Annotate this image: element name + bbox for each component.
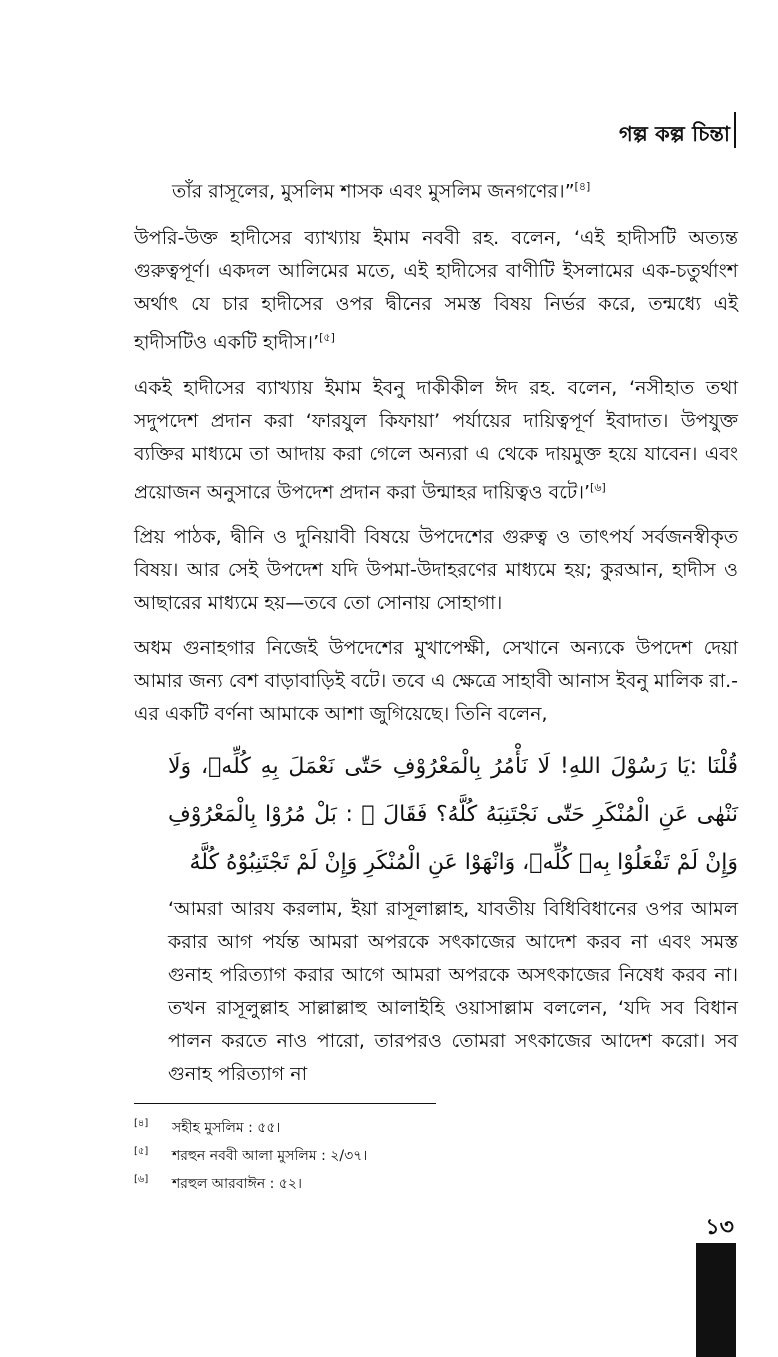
arabic-hadith: قُلْنَا :يَا رَسُوْلَ اللهِ! لَا نَأْمُرُ بِالْمَعْرُوْفِ حَتّٰى نَعْمَلَ بِهِ كُلِّهٖ، وَلَا نَنْهٰى عَنِ الْمُنْكَرِ حَتّٰى نَجْتَنِبَهُ كُلَّهُ؟ فَقَالَ ﷺ : بَلْ مُرُوْا بِالْمَعْرُوْفِ وَإِنْ لَمْ تَفْعَلُوْا بِهٖ كُلِّهٖ، وَانْهَوْا عَنِ الْمُنْكَرِ وَإِنْ لَمْ تَجْتَنِبُوْهُ كُلَّهُ <box>168 753 738 875</box>
paragraph-1-text: তাঁর রাসূলের, মুসলিম শাসক এবং মুসলিম জনগণের।” <box>172 180 575 203</box>
footnote-6 <box>134 1170 367 1198</box>
footnote-text: শরহুন নববী আলা মুসলিম : ২/৩৭। <box>172 1148 368 1164</box>
page-edge-tab <box>696 1243 736 1357</box>
footnote-number: [৪] <box>134 1118 149 1129</box>
footnote-number: [৬] <box>134 1174 149 1185</box>
footnotes <box>134 1114 367 1198</box>
running-header-title: গল্প কল্প চিন্তা <box>619 122 730 146</box>
main-content <box>134 170 738 1091</box>
paragraph-5: অধম গুনাহগার নিজেই উপদেশের মুখাপেক্ষী, সেখানে অন্যকে উপদেশ দেয়া আমার জন্য বেশ বাড়াবাড়িই বটে। তবে এ ক্ষেত্রে সাহাবী আনাস ইবনু মালিক রা.-এর একটি বর্ণনা আমাকে আশা জুগিয়েছে। তিনি বলেন, <box>134 636 738 725</box>
translation-text: ‘আমরা আরয করলাম, ইয়া রাসূলাল্লাহ, যাবতীয় বিধিবিধানের ওপর আমল করার আগ পর্যন্ত আমরা অপরকে সৎকাজের আদেশ করব না এবং সমস্ত গুনাহ পরিত্যাগ করার আগে আমরা অপরকে অসৎকাজের নিষেধ করব না। তখন রাসূলুল্লাহ সাল্লাল্লাহু আলাইহি ওয়াসাল্লাম বললেন, ‘যদি সব বিধান পালন করতে নাও পারো, তারপরও তোমরা সৎকাজের আদেশ করো। সব গুনাহ পরিত্যাগ না <box>168 897 738 1085</box>
footnote-rule <box>134 1103 436 1104</box>
page-number: ১৩ <box>705 1215 734 1240</box>
footnote-5 <box>134 1142 367 1170</box>
paragraph-1 <box>134 170 738 208</box>
footnote-ref-4[interactable]: [৪] <box>574 180 591 193</box>
paragraph-3 <box>134 372 738 509</box>
header-rule <box>734 112 736 148</box>
paragraph-3-text: একই হাদীসের ব্যাখ্যায় ইমাম ইবনু দাকীকীল ঈদ রহ. বলেন, ‘নসীহাত তথা সদুপদেশ প্রদান করা ‘ফারযুল কিফায়া’ পর্যায়ের দায়িত্বপূর্ণ ইবাদাত। উপযুক্ত ব্যক্তির মাধ্যমে তা আদায় করা গেলে অন্যরা এ থেকে দায়মুক্ত হয়ে যাবেন। এবং প্রয়োজন অনুসারে উপদেশ প্রদান করা উন্মাহর দায়িত্বও বটে।’ <box>134 376 738 503</box>
footnote-4 <box>134 1114 367 1142</box>
paragraph-2-text: উপরি-উক্ত হাদীসের ব্যাখ্যায় ইমাম নববী রহ. বলেন, ‘এই হাদীসটি অত্যন্ত গুরুত্বপূর্ণ। একদল আলিমের মতে, এই হাদীসের বাণীটি ইসলামের এক-চতুর্থাংশ অর্থাৎ যে চার হাদীসের ওপর দ্বীনের সমস্ত বিষয় নির্ভর করে, তন্মধ্যে এই হাদীসটিও একটি হাদীস।’ <box>134 227 738 354</box>
hadith-translation <box>134 893 738 1091</box>
footnote-text: সহীহ মুসলিম : ৫৫। <box>172 1120 281 1136</box>
footnote-ref-6[interactable]: [৬] <box>590 480 606 494</box>
paragraph-4: প্রিয় পাঠক, দ্বীনি ও দুনিয়াবী বিষয়ে উপদেশের গুরুত্ব ও তাৎপর্য সর্বজনস্বীকৃত বিষয়। আর সেই উপদেশ যদি উপমা-উদাহরণের মাধ্যমে হয়; কুরআন, হাদীস ও আছারের মাধ্যমে হয়—তবে তো সোনায় সোহাগা। <box>134 525 738 614</box>
footnote-ref-5[interactable]: [৫] <box>319 331 335 345</box>
footnote-text: শরহুল আরবাঈন : ৫২। <box>172 1176 302 1192</box>
paragraph-2 <box>134 222 738 359</box>
footnote-number: [৫] <box>134 1146 149 1157</box>
